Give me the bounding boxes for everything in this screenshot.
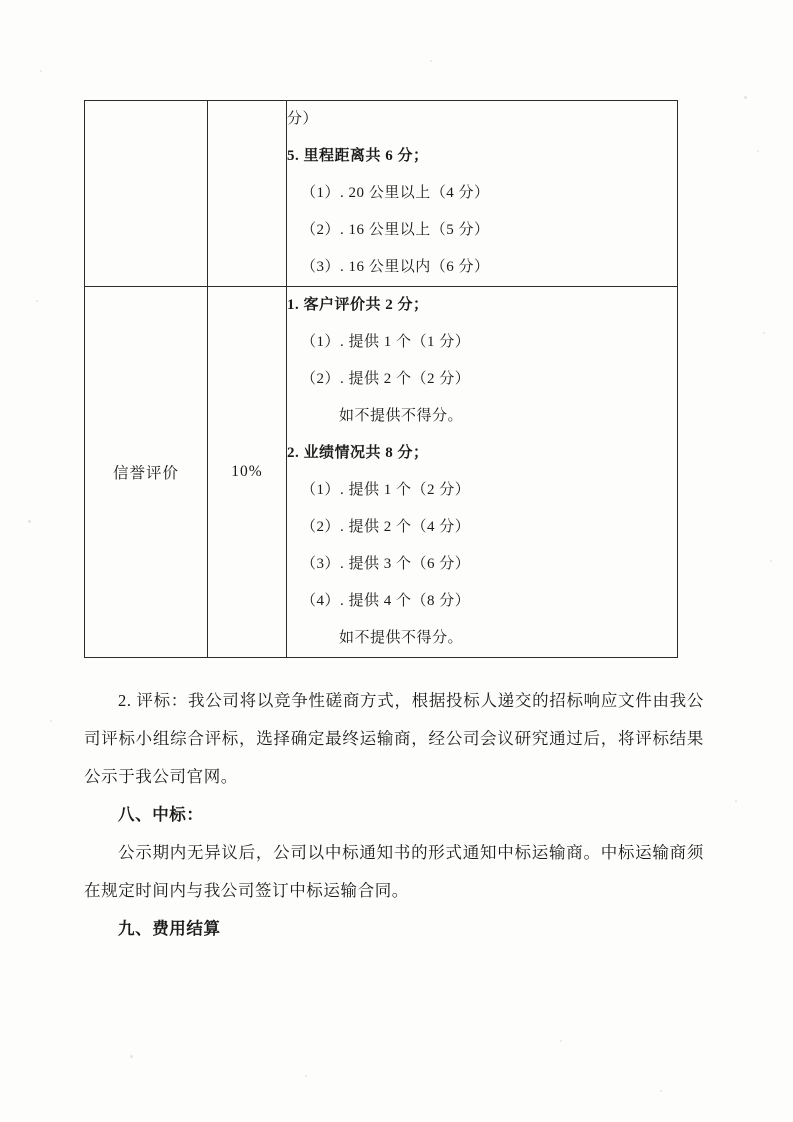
paper-speck — [28, 520, 31, 523]
paper-speck — [130, 1055, 133, 1058]
table-body — [85, 101, 678, 658]
heading-cost-settlement: 九、费用结算 — [118, 919, 221, 938]
paper-speck — [36, 300, 38, 302]
evaluation-criteria-table — [84, 100, 678, 658]
detail-line: 1. 客户评价共 2 分； — [287, 297, 429, 313]
detail-line: （1）. 20 公里以上（4 分） — [301, 185, 490, 201]
detail-line: （2）. 提供 2 个（2 分） — [301, 371, 471, 387]
detail-line: 如不提供不得分。 — [339, 408, 464, 424]
table-row — [85, 287, 678, 658]
detail-line: 2. 业绩情况共 8 分； — [287, 445, 429, 461]
detail-line: 5. 里程距离共 6 分； — [287, 148, 429, 164]
table-row — [85, 101, 678, 287]
paragraph-bid-award: 公示期内无异议后，公司以中标通知书的形式通知中标运输商。中标运输商须在规定时间内与我公司签订中标运输合同。 — [84, 843, 704, 900]
paper-speck — [770, 560, 772, 562]
criteria-weight-cell — [208, 101, 287, 287]
paper-speck — [763, 332, 765, 334]
paper-speck — [40, 70, 42, 72]
paper-speck — [735, 800, 737, 802]
detail-line: 如不提供不得分。 — [339, 630, 464, 646]
paper-speck — [50, 720, 52, 722]
criteria-detail-cell — [287, 101, 678, 287]
detail-line: （2）. 16 公里以上（5 分） — [301, 222, 490, 238]
criteria-detail-cell — [287, 287, 678, 658]
detail-line: （4）. 提供 4 个（8 分） — [301, 593, 471, 609]
paper-speck — [305, 1075, 307, 1077]
paper-speck — [660, 1090, 662, 1092]
criteria-name-cell: 信誉评价 — [85, 287, 208, 658]
paper-speck — [560, 1040, 562, 1042]
criteria-name-cell — [85, 101, 208, 287]
paper-speck — [430, 60, 432, 62]
detail-line: （3）. 提供 3 个（6 分） — [301, 556, 471, 572]
criteria-weight-cell: 10% — [208, 287, 287, 658]
page-content — [84, 100, 704, 948]
heading-bid-award: 八、中标： — [118, 805, 204, 824]
detail-line: （1）. 提供 1 个（2 分） — [301, 482, 471, 498]
detail-line: （3）. 16 公里以内（6 分） — [301, 259, 490, 275]
detail-line: （1）. 提供 1 个（1 分） — [301, 334, 471, 350]
detail-line: （2）. 提供 2 个（4 分） — [301, 519, 471, 535]
paragraph-evaluation: 2. 评标：我公司将以竞争性磋商方式，根据投标人递交的招标响应文件由我公司评标小组综合评标，选择确定最终运输商，经公司会议研究通过后，将评标结果公示于我公司官网。 — [84, 691, 704, 786]
detail-line: 分） — [287, 111, 319, 127]
body-text-section — [84, 682, 704, 948]
paper-speck — [744, 96, 747, 99]
paper-speck — [757, 150, 759, 152]
